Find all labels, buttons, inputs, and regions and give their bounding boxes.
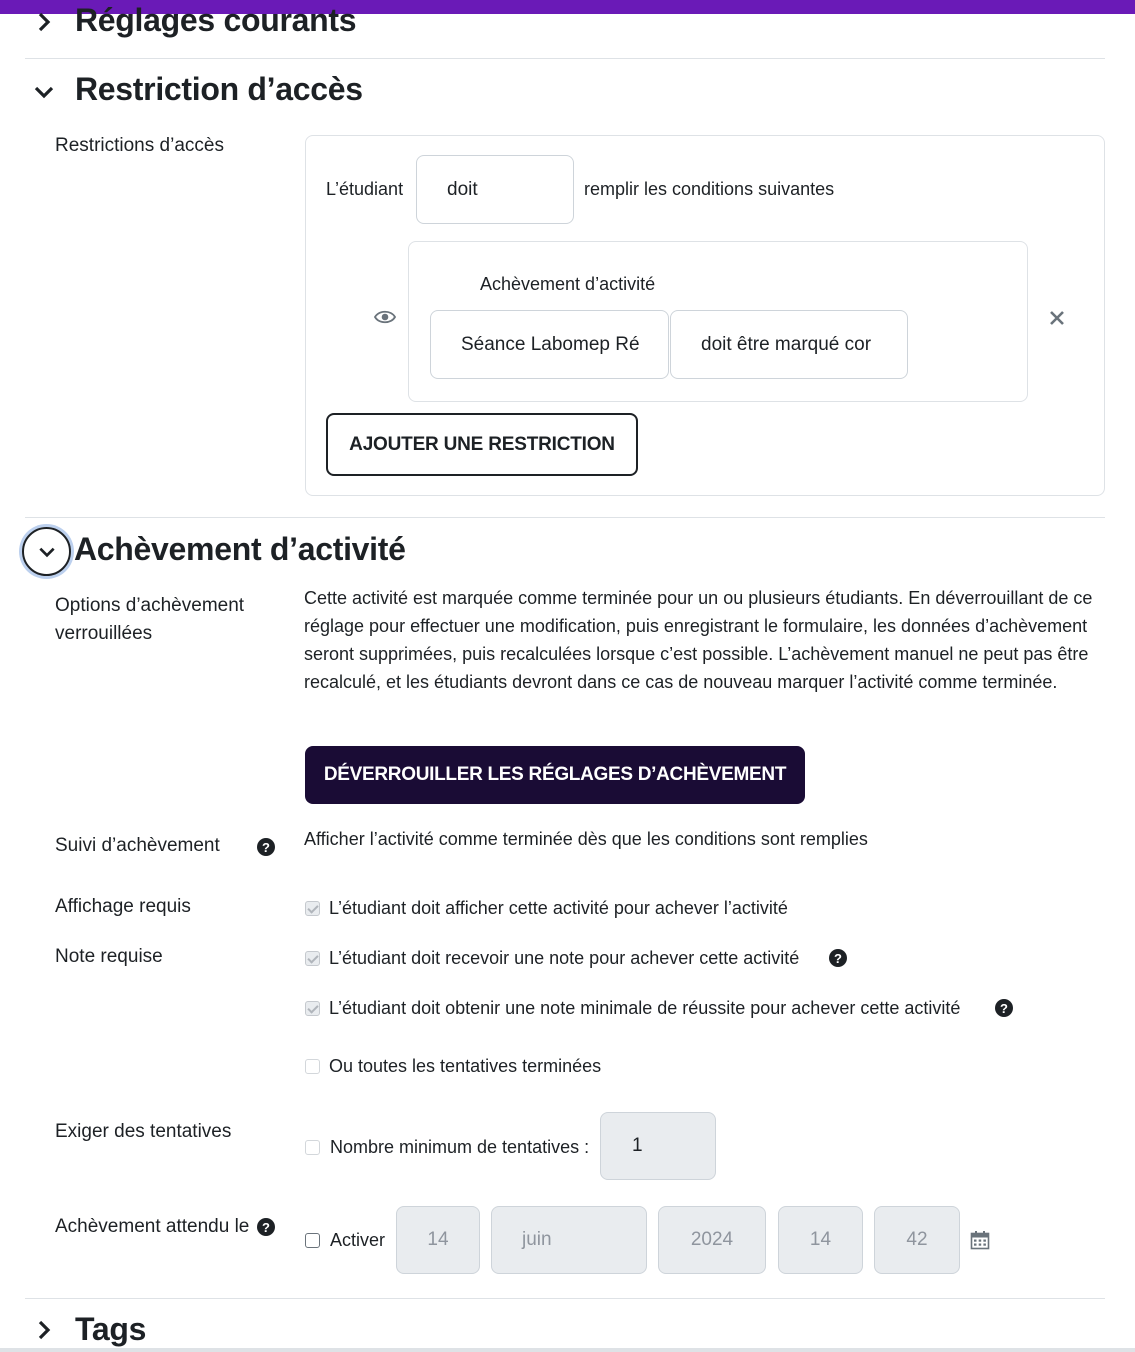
pass-grade-checkbox[interactable] xyxy=(305,1001,320,1016)
divider xyxy=(25,517,1105,518)
grade-required-option: L’étudiant doit recevoir une note pour achever cette activité xyxy=(329,948,800,968)
locked-options-label: Options d’achèvement verrouillées xyxy=(55,595,245,644)
section-title-completion[interactable]: Achèvement d’activité xyxy=(74,531,406,567)
chevron-down-icon xyxy=(37,542,57,562)
grade-required-label: Note requise xyxy=(55,946,163,967)
hour-select[interactable]: 14 xyxy=(778,1206,863,1274)
min-attempts-checkbox[interactable] xyxy=(305,1140,320,1155)
enable-label: Activer xyxy=(330,1230,386,1250)
divider xyxy=(25,58,1105,59)
help-icon[interactable]: ? xyxy=(257,838,275,856)
help-icon[interactable]: ? xyxy=(257,1218,275,1236)
view-required-option: L’étudiant doit afficher cette activité pour achever l’activité xyxy=(329,898,788,918)
chevron-right-icon[interactable] xyxy=(32,1318,56,1342)
day-select[interactable]: 14 xyxy=(396,1206,480,1274)
must-select[interactable]: doit xyxy=(416,155,574,224)
pass-grade-option: L’étudiant doit obtenir une note minimale de réussite pour achever cette activité xyxy=(329,998,961,1018)
condition-title: Achèvement d’activité xyxy=(480,274,656,294)
calendar-icon[interactable] xyxy=(970,1230,990,1250)
min-attempts-option: Nombre minimum de tentatives : xyxy=(330,1137,590,1157)
all-attempts-option: Ou toutes les tentatives terminées xyxy=(329,1056,602,1076)
expected-completion-label: Achèvement attendu le xyxy=(55,1216,250,1237)
min-attempts-input[interactable]: 1 xyxy=(600,1112,716,1180)
tracking-label: Suivi d’achèvement xyxy=(55,835,220,856)
eye-icon[interactable] xyxy=(374,308,396,326)
student-prefix-label: L’étudiant xyxy=(326,179,404,199)
bottom-divider xyxy=(0,1348,1135,1352)
section-title-access[interactable]: Restriction d’accès xyxy=(75,71,363,107)
month-select[interactable]: juin xyxy=(491,1206,647,1274)
help-icon[interactable]: ? xyxy=(829,949,847,967)
activity-select[interactable]: Séance Labomep Ré xyxy=(430,310,669,379)
help-icon[interactable]: ? xyxy=(995,999,1013,1017)
section-title-tags[interactable]: Tags xyxy=(75,1311,147,1347)
section-title-general[interactable]: Réglages courants xyxy=(75,2,357,38)
divider xyxy=(25,1298,1105,1299)
chevron-right-icon[interactable] xyxy=(32,10,56,34)
year-select[interactable]: 2024 xyxy=(658,1206,766,1274)
all-attempts-checkbox[interactable] xyxy=(305,1059,320,1074)
chevron-down-icon[interactable] xyxy=(32,80,56,104)
access-restrictions-label: Restrictions d’accès xyxy=(55,135,224,156)
grade-required-checkbox[interactable] xyxy=(305,951,320,966)
section-toggle[interactable] xyxy=(22,527,71,576)
conditions-text: remplir les conditions suivantes xyxy=(584,179,835,199)
minute-select[interactable]: 42 xyxy=(874,1206,960,1274)
unlock-completion-button[interactable]: DÉVERROUILLER LES RÉGLAGES D’ACHÈVEMENT xyxy=(305,746,805,804)
locked-explanation: Cette activité est marquée comme terminée pour un ou plusieurs étudiants. En déverrouillant de ce réglage pour effectuer une modification, puis enregistrant le formulaire, les données d’achèvement seront supprimées, puis recalculées lorsque c’est possible. L’achèvement manuel ne peut pas être recalculé, et les étudiants devront dans ce cas de nouveau marquer l’activité comme terminée. xyxy=(304,588,1093,692)
enable-date-checkbox[interactable] xyxy=(305,1233,320,1248)
completion-state-select[interactable]: doit être marqué cor xyxy=(670,310,908,379)
tracking-value: Afficher l’activité comme terminée dès que les conditions sont remplies xyxy=(304,829,868,849)
view-required-checkbox[interactable] xyxy=(305,901,320,916)
close-icon[interactable] xyxy=(1048,309,1066,327)
add-restriction-button[interactable]: AJOUTER UNE RESTRICTION xyxy=(326,413,638,476)
view-required-label: Affichage requis xyxy=(55,896,191,917)
require-attempts-label: Exiger des tentatives xyxy=(55,1121,232,1142)
